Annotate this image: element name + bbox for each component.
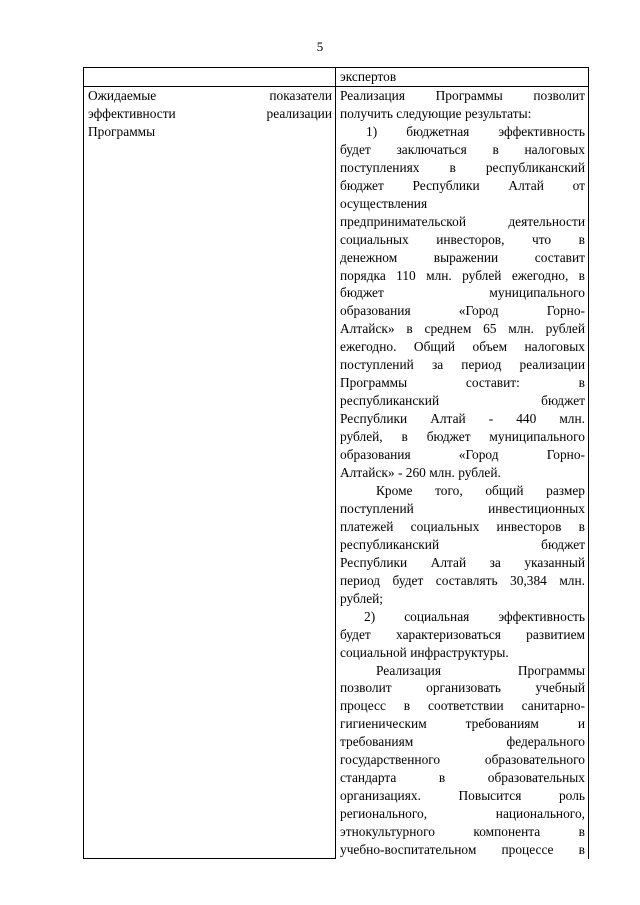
text-line: денежном выражении составит [340, 249, 585, 265]
text-line: Республики Алтай - 440 млн. [340, 411, 585, 427]
text-line: Реализация Программы позволит [340, 88, 585, 103]
paragraph [340, 626, 585, 662]
text-line: этнокультурного компонента в [340, 824, 585, 840]
text-line: Программы [88, 123, 156, 139]
paragraph [340, 662, 585, 680]
text-line: эффективности реализации [88, 105, 332, 121]
text-line: Республики Алтай за указанный [340, 554, 585, 570]
text-line: осуществления [340, 195, 428, 211]
paragraph [340, 608, 585, 626]
page-number: 5 [316, 39, 324, 54]
expected-indicators-label-cell [84, 87, 336, 859]
text-line: республиканский бюджет [340, 393, 585, 409]
paragraph [340, 141, 585, 482]
text-line: регионального, национального, [340, 806, 585, 822]
text-line: образования «Город Горно- [340, 303, 585, 319]
text-line: требованиям федерального [340, 734, 585, 750]
text-line: процесс в соответствии санитарно- [340, 698, 585, 714]
table-row [84, 87, 589, 859]
paragraph [340, 482, 585, 500]
text-line: организациях. Повысится роль [340, 788, 585, 804]
text-line: предпринимательской деятельности [340, 213, 585, 229]
text-line: рублей; [340, 590, 384, 606]
table-cell-label [84, 68, 336, 87]
paragraph [340, 500, 585, 608]
table-row [84, 68, 589, 87]
text-line: Реализация Программы [376, 662, 585, 678]
text-line: Программы составит: в [340, 375, 585, 391]
table-cell-value: экспертов [336, 68, 589, 87]
text-line: ежегодно. Общий объем налоговых [340, 339, 585, 355]
paragraph [340, 87, 585, 123]
text-line: порядка 110 млн. рублей ежегодно, в [340, 267, 585, 283]
text-line: период будет составлять 30,384 млн. [340, 572, 585, 588]
text-line: бюджет Республики Алтай от [340, 177, 585, 193]
expected-results-text-cell [336, 87, 589, 859]
text-line: стандарта в образовательных [340, 770, 585, 786]
paragraph [340, 123, 585, 141]
text-line: Алтайск» в среднем 65 млн. рублей [340, 321, 585, 337]
text-line: бюджет муниципального [340, 285, 585, 301]
results-text [340, 87, 585, 859]
text-line: получить следующие результаты: [340, 105, 532, 121]
text-line: 2) социальная эффективность [364, 608, 585, 624]
text-line: поступлениях в республиканский [340, 159, 585, 175]
text-line: поступлений инвестиционных [340, 500, 585, 516]
paragraph [340, 679, 585, 859]
text-line: учебно-воспитательном процессе в [340, 842, 585, 858]
text-line: Кроме того, общий размер [376, 482, 585, 498]
text-line: будет заключаться в налоговых [340, 141, 585, 157]
text-line: 1) бюджетная эффективность [366, 123, 585, 139]
text-line: социальных инвесторов, что в [340, 231, 585, 247]
text-line: Алтайск» - 260 млн. рублей. [340, 465, 501, 481]
text-line: платежей социальных инвесторов в [340, 518, 585, 534]
text-line: образования «Город Горно- [340, 447, 585, 463]
program-passport-table [83, 67, 589, 859]
text-line: государственного образовательного [340, 752, 585, 768]
text-line: рублей, в бюджет муниципального [340, 429, 585, 445]
text-line: гигиеническим требованиям и [340, 716, 585, 732]
text-line: поступлений за период реализации [340, 357, 585, 373]
text-line: Ожидаемые показатели [88, 88, 332, 103]
text-line: будет характеризоваться развитием [340, 626, 585, 642]
text-line: позволит организовать учебный [340, 680, 585, 696]
text-line: социальной инфраструктуры. [340, 644, 509, 660]
text-line: республиканский бюджет [340, 536, 585, 552]
label-text [88, 87, 332, 141]
